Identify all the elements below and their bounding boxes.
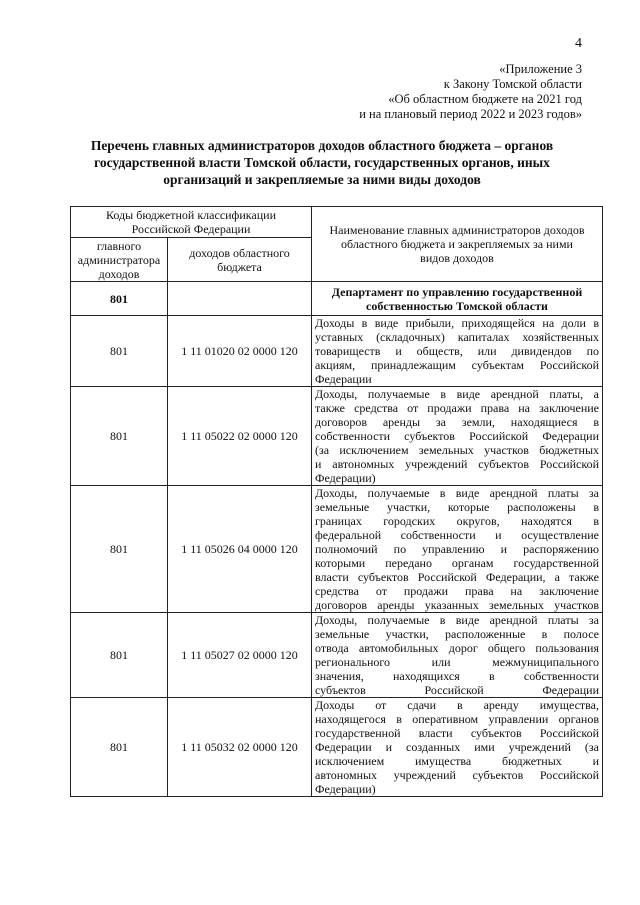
revenue-description-cell [312,387,603,486]
budget-code-cell: 1 11 01020 02 0000 120 [168,316,312,387]
department-row [71,282,603,316]
description-line: государственной власти субъектов Российской [315,726,599,740]
description-line: акциям, принадлежащим субъектам Российской [315,358,599,372]
description-line: Федерации) [315,782,376,796]
title-line: Перечень главных администраторов доходов областного бюджета – органов [90,138,554,153]
admin-code-cell: 801 [71,316,168,387]
empty-cell [168,282,312,316]
table-row [71,486,603,613]
administrators-table [70,206,603,797]
header-codes-group: Коды бюджетной классификации Российской Федерации [71,207,312,238]
revenue-description-cell [312,698,603,797]
department-code: 801 [71,282,168,316]
title-line: организаций и закрепляемые за ними виды доходов [163,172,481,187]
description-line: Доходы, получаемые в виде арендной платы за [315,486,599,500]
description-line: субъектов Российской Федерации [315,683,599,697]
description-line: и автономных учреждений субъектов Российской [315,457,599,471]
appendix-reference [359,62,582,122]
description-line: исключением имущества бюджетных и [315,754,599,768]
description-line: регионального или межмуниципального [315,655,599,669]
description-line: автономных учреждений субъектов Российской [315,768,599,782]
table-row [71,316,603,387]
document-title [72,137,572,188]
budget-code-cell: 1 11 05027 02 0000 120 [168,613,312,698]
description-line: земельные участки, которые расположены в [315,500,599,514]
revenue-description-cell [312,613,603,698]
admin-code-cell: 801 [71,387,168,486]
description-line: товариществ и обществ, или дивидендов по [315,344,599,358]
description-line: Доходы в виде прибыли, приходящейся на доли в [315,316,599,330]
description-line: Федерации) [315,471,376,485]
page-number: 4 [575,36,582,51]
description-line: Доходы от сдачи в аренду имущества, [315,698,599,712]
description-line: договоров аренды указанных земельных участков [315,598,599,612]
description-line: находящегося в оперативном управлении органов [315,712,599,726]
budget-code-cell: 1 11 05026 04 0000 120 [168,486,312,613]
budget-code-cell: 1 11 05022 02 0000 120 [168,387,312,486]
table-row [71,387,603,486]
revenue-description-cell [312,316,603,387]
table-row [71,613,603,698]
header-name-column: Наименование главных администраторов доходов областного бюджета и закрепляемых за ними видов доходов [312,207,603,282]
revenue-description-cell [312,486,603,613]
description-line: Доходы, получаемые в виде арендной платы за [315,613,599,627]
department-name: Департамент по управлению государственной собственностью Томской области [312,282,603,316]
header-row [71,207,603,238]
description-line: значения, находящихся в собственности [315,669,599,683]
admin-code-cell: 801 [71,698,168,797]
appendix-line: к Закону Томской области [443,77,582,91]
description-line: уставных (складочных) капиталах хозяйственных [315,330,599,344]
budget-code-cell: 1 11 05032 02 0000 120 [168,698,312,797]
table-row [71,698,603,797]
admin-code-cell: 801 [71,486,168,613]
appendix-line: «Приложение 3 [499,62,582,76]
description-line: (за исключением земельных участков бюджетных [315,443,599,457]
description-line: договоров аренды за земли, находящиеся в [315,415,599,429]
description-line: собственности субъектов Российской Федерации [315,429,599,443]
admin-code-cell: 801 [71,613,168,698]
description-line: власти субъектов Российской Федерации, а также [315,570,599,584]
appendix-line: «Об областном бюджете на 2021 год [388,92,582,106]
description-line: средства от продажи права на заключение [315,584,599,598]
description-line: которыми передано органам государственной [315,556,599,570]
description-line: Федерации [315,372,372,386]
description-line: границах городских округов, находятся в [315,514,599,528]
header-revenue-column: доходов областного бюджета [168,238,312,282]
description-line: Федерации и созданных ими учреждений (за [315,740,599,754]
title-line: государственной власти Томской области, государственных органов, иных [94,155,550,170]
description-line: отвода автомобильных дорог общего пользования [315,641,599,655]
description-line: Доходы, получаемые в виде арендной платы, а [315,387,599,401]
table-body [71,207,603,797]
description-line: федеральной собственности и осуществление [315,528,599,542]
description-line: полномочий по управлению и распоряжению [315,542,599,556]
description-line: также средства от продажи права на заключение [315,401,599,415]
description-line: земельные участки, расположенные в полосе [315,627,599,641]
header-admin-column: главного администратора доходов [71,238,168,282]
appendix-line: и на плановый период 2022 и 2023 годов» [359,107,582,121]
